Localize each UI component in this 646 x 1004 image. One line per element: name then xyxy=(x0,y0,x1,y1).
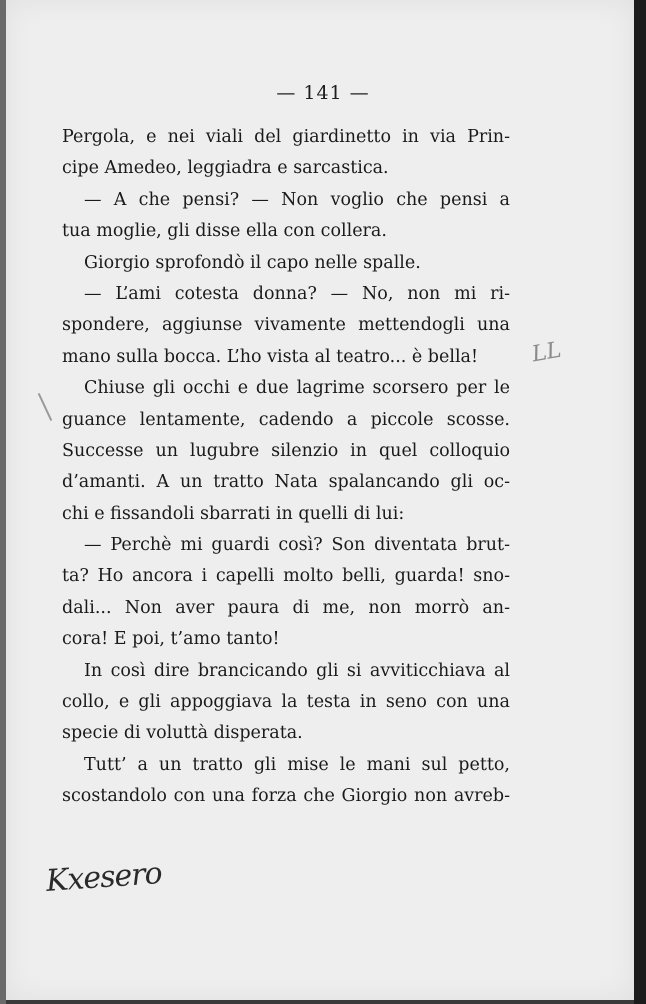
text-line: Successe un lugubre silenzio in quel colloquio xyxy=(62,440,510,461)
text-line: specie di voluttà disperata. xyxy=(62,723,303,744)
text-line: dali... Non aver paura di me, non morrò an- xyxy=(62,597,510,618)
text-line: Chiuse gli occhi e due lagrime scorsero per le xyxy=(84,378,510,399)
text-line: chi e fissandoli sbarrati in quelli di lui: xyxy=(62,503,405,524)
text-line: cora! E poi, t’amo tanto! xyxy=(62,629,280,650)
text-line: ta? Ho ancora i capelli molto belli, guarda! sno- xyxy=(62,566,510,587)
text-line: collo, e gli appoggiava la testa in seno con una xyxy=(62,692,510,713)
page-right-edge xyxy=(634,0,646,1004)
text-line: — L’ami cotesta donna? — No, non mi ri- xyxy=(84,283,510,304)
body-text xyxy=(62,122,510,813)
text-line: Tutt’ a un tratto gli mise le mani sul petto, xyxy=(84,754,510,775)
text-line: scostandolo con una forza che Giorgio non avreb- xyxy=(62,786,510,807)
text-line: Pergola, e nei viali del giardinetto in via Prin- xyxy=(62,127,510,147)
text-line: guance lentamente, cadendo a piccole scosse. xyxy=(62,409,510,430)
text-line: Giorgio sprofondò il capo nelle spalle. xyxy=(84,252,421,273)
page-number: — 141 — xyxy=(276,82,370,104)
text-line: — A che pensi? — Non voglio che pensi a xyxy=(84,189,510,210)
text-line: tua moglie, gli disse ella con collera. xyxy=(62,221,387,242)
margin-pencil-mark: LL xyxy=(530,337,564,368)
text-line: d’amanti. A un tratto Nata spalancando gli oc- xyxy=(62,472,510,493)
text-line: spondere, aggiunse vivamente mettendogli una xyxy=(62,315,510,336)
handwritten-note: Kxesero xyxy=(44,856,163,899)
text-line: mano sulla bocca. L’ho vista al teatro... è bella! xyxy=(62,346,479,367)
text-line: cipe Amedeo, leggiadra e sarcastica. xyxy=(62,158,389,179)
text-line: In così dire brancicando gli si avviticchiava al xyxy=(84,660,510,681)
text-line: — Perchè mi guardi così? Son diventata brut- xyxy=(84,535,510,556)
